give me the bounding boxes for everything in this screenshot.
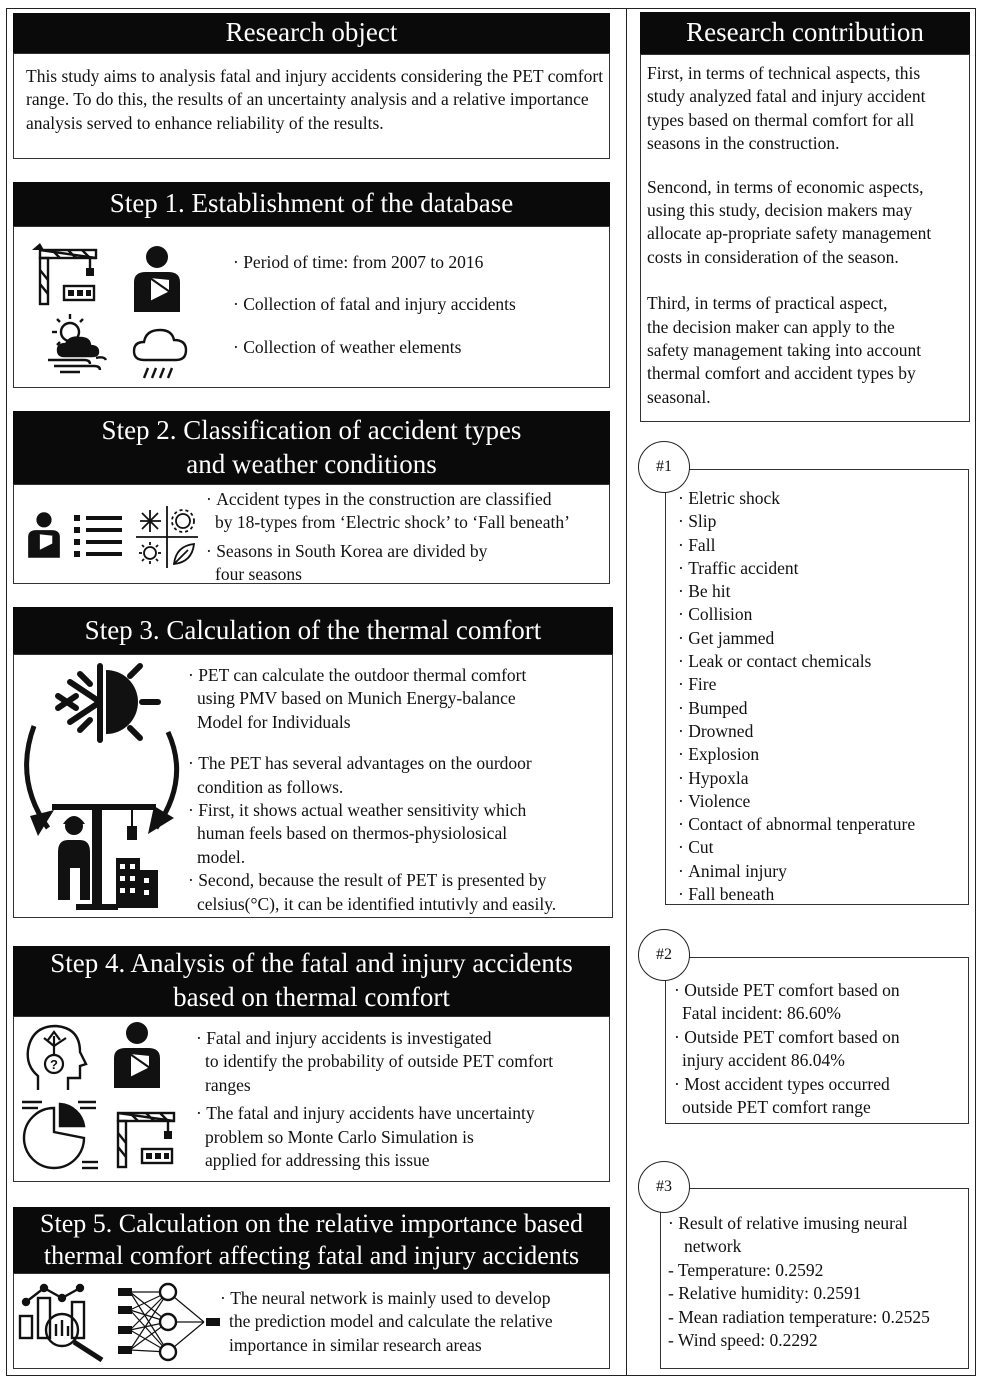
list-item: · Explosion [678, 743, 966, 766]
list-item: · Violence [678, 790, 966, 813]
step2-bullet-line: four seasons [215, 564, 302, 585]
step3-bullet-line: · Second, because the result of PET is presented by [188, 869, 608, 892]
list-item: · Fall beneath [678, 883, 966, 906]
list-item: · Fall [678, 534, 966, 557]
research-object-header [13, 13, 610, 53]
tower-crane-icon [30, 240, 102, 306]
four-seasons-icon [134, 504, 200, 570]
contribution-line: safety management taking into account [647, 340, 922, 361]
relative-importance-line: - Temperature: 0.2592 [668, 1259, 824, 1280]
step3-title: Step 3. Calculation of the thermal comfort [84, 614, 542, 645]
step5-bullet-line: · The neural network is mainly used to develop [220, 1287, 606, 1310]
step3-bullet-line: using PMV based on Munich Energy-balance [197, 688, 516, 709]
relative-importance-line: · Result of relative imusing neural [668, 1212, 968, 1235]
step3-bullet-line: celsius(°C), it can be identified intutivly and easily. [197, 893, 557, 914]
list-item: · Contact of abnormal tenperature [678, 813, 966, 836]
tower-crane-icon [108, 1098, 180, 1174]
step4-header [13, 946, 610, 1016]
step3-bullet-line: model. [197, 846, 246, 867]
relative-importance-text [668, 1212, 968, 1352]
contribution-line: seasons in the construction. [647, 133, 840, 154]
section-number-badge [638, 929, 690, 981]
injured-worker-icon [108, 1020, 166, 1090]
contribution-line: the decision maker can apply to the [647, 316, 895, 337]
contribution-line: allocate ap-propriate safety management [647, 223, 932, 244]
step3-header [13, 607, 613, 654]
step2-bullets [206, 488, 608, 587]
list-item: · Be hit [678, 580, 966, 603]
step4-bullets [196, 1027, 606, 1172]
contribution-line: using this study, decision makers may [647, 200, 913, 221]
section-number-label: #1 [656, 458, 672, 475]
section-number-badge [638, 1161, 690, 1213]
step1-bullet: · Collection of fatal and injury accidents [233, 293, 603, 316]
contribution-title: Research contribution [686, 17, 924, 48]
list-item: · Collision [678, 603, 966, 626]
step4-title-line: Step 4. Analysis of the fatal and injury accidents [50, 948, 573, 979]
list-item: · Hypoxla [678, 767, 966, 790]
step4-bullet-line: problem so Monte Carlo Simulation is [205, 1126, 474, 1147]
step1-title: Step 1. Establishment of the database [109, 188, 514, 219]
step4-bullet-line: · The fatal and injury accidents have uncertainty [196, 1102, 606, 1125]
step3-bullet-line: · The PET has several advantages on the ourdoor [188, 752, 608, 775]
pet-comfort-line: · Most accident types occurred [674, 1073, 966, 1096]
step2-bullet-line: by 18-types from ‘Electric shock’ to ‘Fall beneath’ [215, 512, 570, 533]
step4-bullet-line: to identify the probability of outside PET comfort [205, 1051, 554, 1072]
section-number-badge [638, 441, 690, 493]
column-divider [626, 8, 627, 1376]
contribution-line: First, in terms of technical aspects, this [647, 63, 921, 83]
step1-bullets [233, 251, 603, 359]
list-item: · Animal injury [678, 860, 966, 883]
contribution-line: costs in consideration of the season. [647, 246, 899, 267]
list-item: · Slip [678, 510, 966, 533]
section-number-label: #2 [656, 946, 672, 963]
contribution-line: thermal comfort and accident types by [647, 363, 916, 384]
research-object-text: This study aims to analysis fatal and injury accidents considering the PET comfort range. To do this, the results of an uncertainty analysis and a relative importance analysis served to enhance reliability of the results. [26, 66, 604, 133]
step1-bullet: · Period of time: from 2007 to 2016 [233, 251, 603, 274]
list-item: · Traffic accident [678, 557, 966, 580]
research-object-title: Research object [225, 17, 398, 48]
pet-comfort-line: · Outside PET comfort based on [674, 1026, 966, 1049]
pet-comfort-line: injury accident 86.04% [682, 1050, 845, 1071]
svg-text:?: ? [50, 1057, 58, 1072]
rain-cloud-icon [130, 318, 192, 380]
injured-worker-icon [128, 244, 186, 314]
pet-comfort-text [674, 979, 966, 1119]
pet-comfort-line: · Outside PET comfort based on [674, 979, 966, 1002]
accident-types-list [678, 487, 966, 906]
relative-importance-line: - Mean radiation temperature: 0.2525 [668, 1306, 930, 1327]
step2-bullet-line: · Accident types in the construction are classified [206, 488, 608, 511]
contribution-line: Third, in terms of practical aspect, [647, 293, 888, 314]
partly-cloudy-wind-icon [44, 312, 110, 374]
list-item: · Leak or contact chemicals [678, 650, 966, 673]
contribution-line: types based on thermal comfort for all [647, 109, 915, 130]
step4-bullet-line: applied for addressing this issue [205, 1150, 430, 1171]
list-item: · Get jammed [678, 627, 966, 650]
step5-bullets [220, 1287, 606, 1357]
list-item: · Fire [678, 673, 966, 696]
step4-bullet-line: · Fatal and injury accidents is investigated [196, 1027, 606, 1050]
neural-network-icon [116, 1280, 222, 1364]
list-item: · Eletric shock [678, 487, 966, 510]
relative-importance-line: network [684, 1236, 742, 1257]
relative-importance-line: - Wind speed: 0.2292 [668, 1330, 818, 1351]
pet-comfort-line: Fatal incident: 86.60% [682, 1003, 841, 1024]
contribution-line: Sencond, in terms of economic aspects, [647, 176, 924, 197]
injured-worker-icon [24, 510, 64, 560]
step2-bullet-line: · Seasons in South Korea are divided by [206, 540, 608, 563]
pet-comfort-line: outside PET comfort range [682, 1097, 871, 1118]
list-item: · Bumped [678, 697, 966, 720]
step5-bullet-line: importance in similar research areas [229, 1334, 482, 1355]
step2-title-line: and weather conditions [186, 448, 437, 479]
bar-chart-magnifier-icon [16, 1280, 108, 1364]
step5-header [13, 1207, 610, 1273]
contribution-header [640, 12, 970, 54]
step1-header [13, 182, 610, 226]
section-number-label: #3 [656, 1178, 672, 1195]
step4-title-line: based on thermal comfort [173, 982, 450, 1012]
step3-bullet-line: condition as follows. [197, 776, 344, 797]
step3-bullets [188, 664, 608, 916]
step3-bullet-line: · PET can calculate the outdoor thermal comfort [188, 664, 608, 687]
head-question-icon [22, 1020, 88, 1092]
contribution-line: study analyzed fatal and injury accident [647, 86, 926, 107]
list-item: · Drowned [678, 720, 966, 743]
list-item: · Cut [678, 836, 966, 859]
step3-bullet-line: Model for Individuals [197, 711, 351, 732]
pie-chart-icon [18, 1096, 102, 1174]
step1-bullet: · Collection of weather elements [233, 336, 603, 359]
step2-header [13, 411, 610, 484]
step2-title-line: Step 2. Classification of accident types [101, 414, 522, 445]
step5-title-line: thermal comfort affecting fatal and injury accidents [43, 1241, 580, 1270]
step5-title-line: Step 5. Calculation on the relative importance based [40, 1208, 583, 1238]
step5-bullet-line: the prediction model and calculate the relative [229, 1311, 553, 1332]
contribution-text [647, 62, 967, 409]
worker-crane-buildings-icon [36, 796, 168, 912]
step3-bullet-line: human feels based on thermos-physiolosical [197, 823, 508, 844]
list-icon [72, 512, 124, 558]
step4-bullet-line: ranges [205, 1074, 251, 1095]
step3-bullet-line: · First, it shows actual weather sensitivity which [188, 799, 608, 822]
contribution-line: seasonal. [647, 386, 711, 407]
relative-importance-line: - Relative humidity: 0.2591 [668, 1283, 862, 1304]
